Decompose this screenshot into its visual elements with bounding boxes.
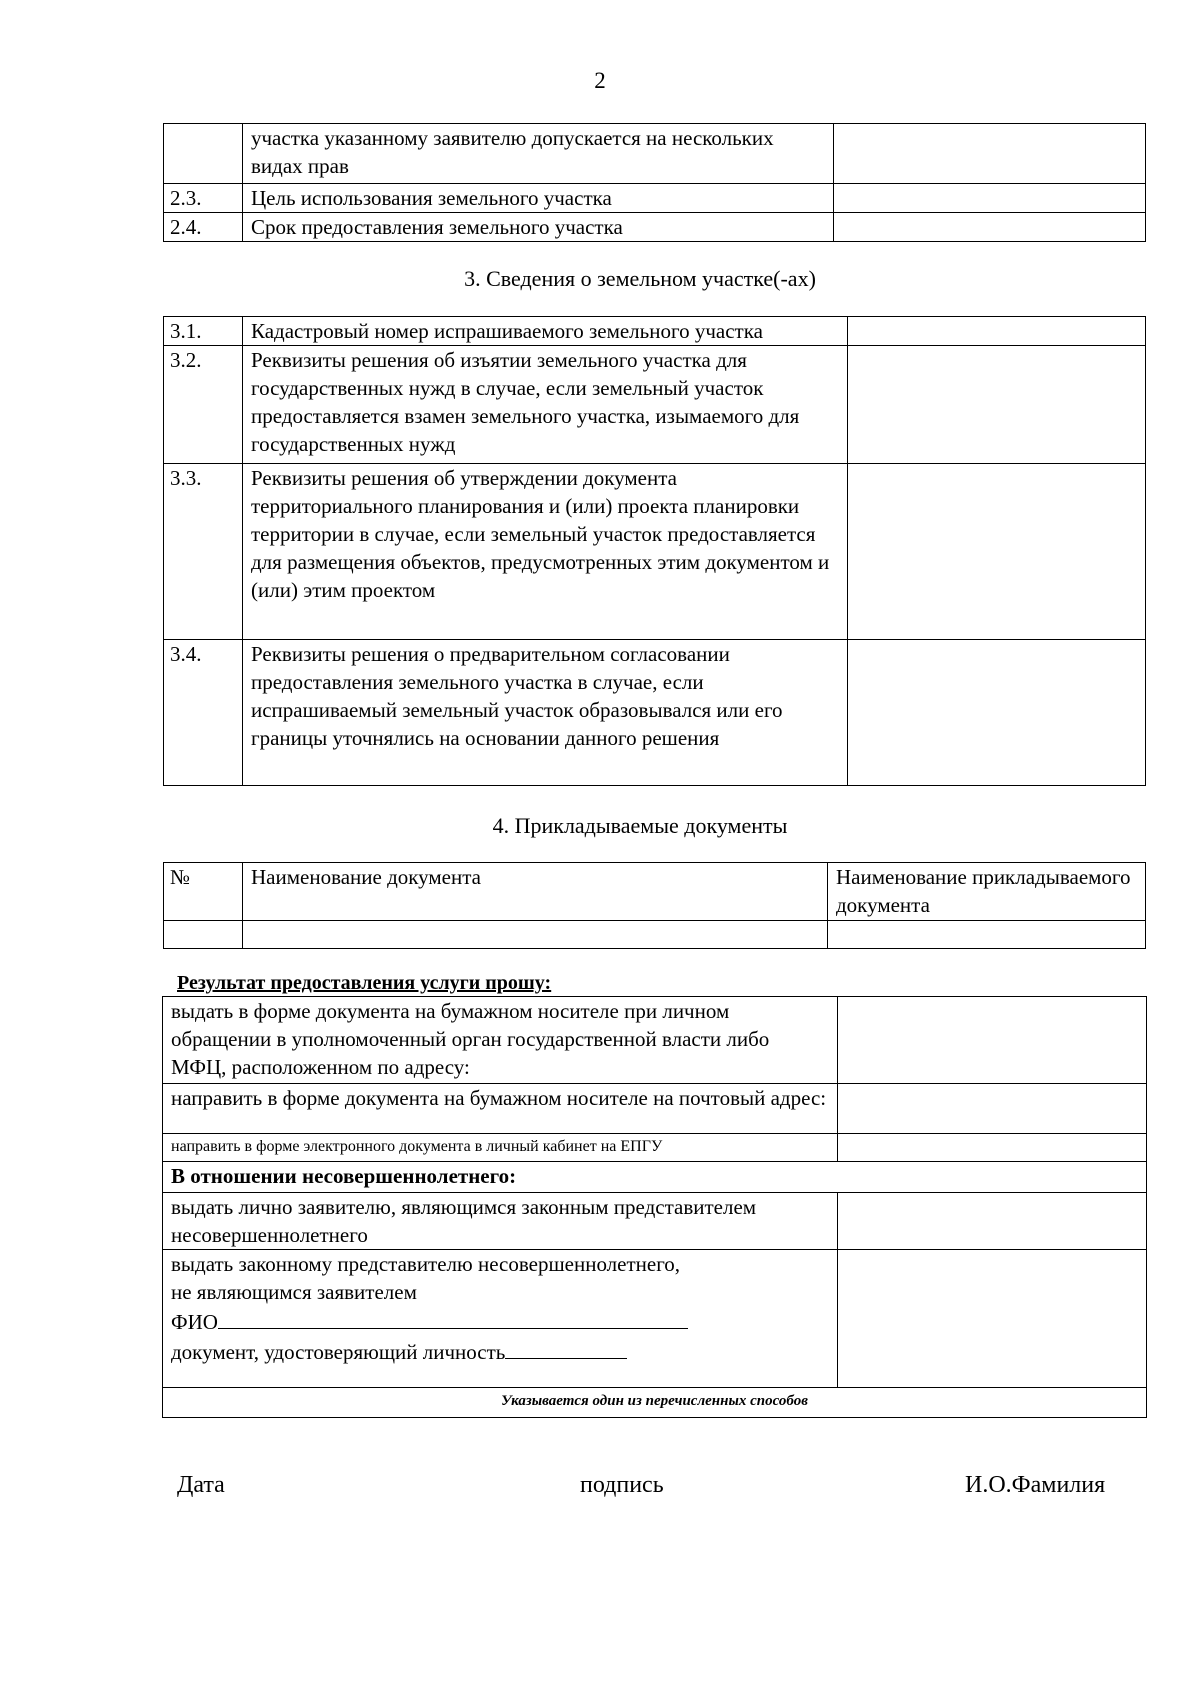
table-row — [164, 464, 1146, 640]
column-header-attached-document: Наименование прикладываемого документа — [828, 863, 1146, 921]
signature-name-label: И.О.Фамилия — [965, 1472, 1106, 1498]
section3-title: 3. Сведения о земельном участке(-ах) — [464, 266, 816, 291]
fio-line — [171, 1306, 829, 1336]
table-result-options — [162, 996, 1147, 1418]
cell-document-name-field[interactable] — [243, 921, 828, 949]
minor-option2-line1: выдать законному представителю несовершеннолетнего, — [171, 1252, 681, 1276]
page-number: 2 — [594, 68, 606, 93]
row-number: 2.3. — [164, 184, 243, 213]
result-option-paper-in-person: выдать в форме документа на бумажном носителе при личном обращении в уполномоченный орган государственной власти либо МФЦ, расположенном по адресу: — [163, 997, 838, 1084]
result-option-checkbox[interactable] — [838, 1084, 1147, 1134]
result-option-minor-to-representative — [163, 1250, 838, 1388]
row-value-field[interactable] — [848, 317, 1146, 346]
row-number: 3.4. — [164, 640, 243, 786]
row-number: 3.3. — [164, 464, 243, 640]
row-value-field[interactable] — [834, 124, 1146, 184]
table-row — [164, 213, 1146, 242]
minor-option2-line2: не являющимся заявителем — [171, 1280, 417, 1304]
note-row — [163, 1388, 1147, 1418]
row-value-field[interactable] — [848, 346, 1146, 464]
signature-date-label: Дата — [177, 1472, 225, 1498]
row-label: Реквизиты решения об утверждении документа территориального планирования и (или) проекта планировки территории в случае, если земельный участок предоставляется для размещения объектов, предусмотренных этим документом и (или) этим проектом — [243, 464, 848, 640]
id-doc-input[interactable] — [505, 1336, 627, 1359]
row-value-field[interactable] — [848, 464, 1146, 640]
result-title: Результат предоставления услуги прошу: — [177, 972, 552, 994]
table-section3 — [163, 316, 1146, 786]
table-row — [164, 346, 1146, 464]
column-header-number: № — [164, 863, 243, 921]
table-row — [164, 640, 1146, 786]
result-note: Указывается один из перечисленных способов — [163, 1388, 1147, 1418]
minor-heading-row — [163, 1162, 1147, 1193]
row-label: участка указанному заявителю допускается на нескольких видах прав — [243, 124, 834, 184]
id-doc-line — [171, 1336, 829, 1366]
row-label: Цель использования земельного участка — [243, 184, 834, 213]
result-option-electronic-epgu: направить в форме электронного документа в личный кабинет на ЕПГУ — [163, 1134, 838, 1162]
fio-input[interactable] — [218, 1306, 688, 1329]
row-label: Кадастровый номер испрашиваемого земельного участка — [243, 317, 848, 346]
result-option-row — [163, 1250, 1147, 1388]
section4-title: 4. Прикладываемые документы — [492, 813, 788, 838]
row-label: Срок предоставления земельного участка — [243, 213, 834, 242]
result-option-row — [163, 1134, 1147, 1162]
result-option-checkbox[interactable] — [838, 1250, 1147, 1388]
result-option-checkbox[interactable] — [838, 997, 1147, 1084]
minor-heading: В отношении несовершеннолетнего: — [163, 1162, 1147, 1193]
table-row — [164, 921, 1146, 949]
table-row — [164, 184, 1146, 213]
row-number — [164, 124, 243, 184]
fio-label: ФИО — [171, 1310, 218, 1334]
row-label: Реквизиты решения о предварительном согласовании предоставления земельного участка в случае, если испрашиваемый земельный участок образовывался или его границы уточнялись на основании данного решения — [243, 640, 848, 786]
signature-sign-label: подпись — [580, 1472, 664, 1498]
table-section2-continuation — [163, 123, 1146, 242]
cell-number-field[interactable] — [164, 921, 243, 949]
id-doc-label: документ, удостоверяющий личность — [171, 1340, 506, 1364]
table-attached-documents — [163, 862, 1146, 949]
column-header-document-name: Наименование документа — [243, 863, 828, 921]
result-option-minor-to-applicant: выдать лично заявителю, являющимся законным представителем несовершеннолетнего — [163, 1193, 838, 1250]
result-option-row — [163, 997, 1147, 1084]
result-option-paper-by-mail: направить в форме документа на бумажном носителе на почтовый адрес: — [163, 1084, 838, 1134]
table-row — [164, 124, 1146, 184]
row-value-field[interactable] — [834, 184, 1146, 213]
row-number: 2.4. — [164, 213, 243, 242]
row-value-field[interactable] — [834, 213, 1146, 242]
table-row — [164, 317, 1146, 346]
row-number: 3.1. — [164, 317, 243, 346]
row-value-field[interactable] — [848, 640, 1146, 786]
table-header-row — [164, 863, 1146, 921]
result-option-checkbox[interactable] — [838, 1134, 1147, 1162]
result-option-checkbox[interactable] — [838, 1193, 1147, 1250]
row-label: Реквизиты решения об изъятии земельного участка для государственных нужд в случае, если земельный участок предоставляется взамен земельного участка, изымаемого для государственных нужд — [243, 346, 848, 464]
result-option-row — [163, 1193, 1147, 1250]
row-number: 3.2. — [164, 346, 243, 464]
cell-attached-document-field[interactable] — [828, 921, 1146, 949]
result-option-row — [163, 1084, 1147, 1134]
